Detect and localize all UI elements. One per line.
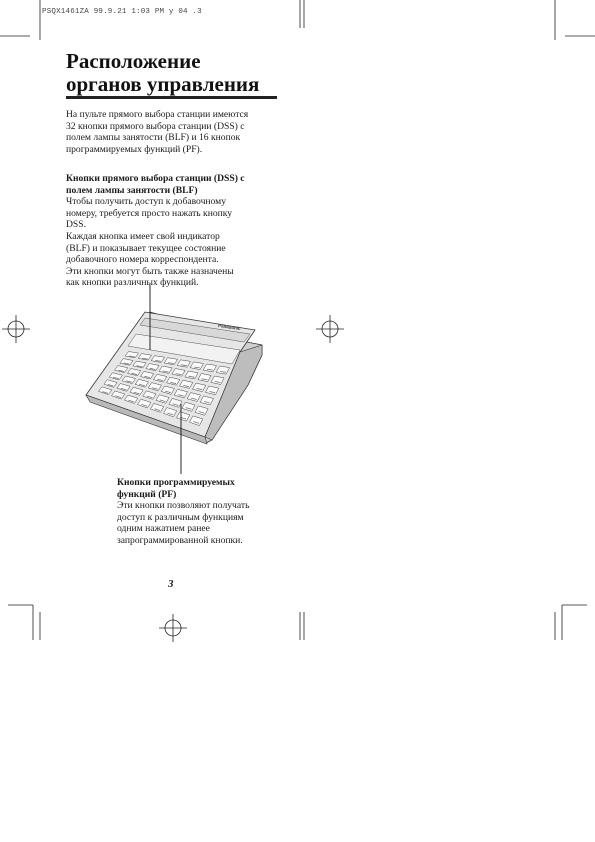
registration-mark-right (316, 315, 344, 343)
intro-line: программируемых функций (PF). (66, 143, 203, 155)
dss-title-line: Кнопки прямого выбора станции (DSS) с (66, 173, 245, 184)
dss-console-illustration (86, 312, 262, 444)
page-number: 3 (168, 578, 174, 590)
page-title-line-2: органов управления (66, 72, 260, 96)
crop-marks-bottom (8, 605, 587, 640)
dss-body-line: DSS. (66, 219, 86, 231)
device-brand-label: Panasonic (217, 323, 241, 332)
pf-section (117, 477, 307, 547)
dss-body-line: Чтобы получить доступ к добавочному (66, 196, 227, 208)
registration-mark-bottom (159, 614, 187, 642)
intro-line: полем лампы занятости (BLF) и 16 кнопок (66, 132, 241, 144)
page-title-line-1: Расположение (66, 49, 201, 73)
print-header: PSQX1461ZA 99.9.21 1:03 PM у 04 .3 (42, 8, 202, 16)
dss-body-line: как кнопки различных функций. (66, 277, 199, 289)
pf-body-line: Эти кнопки позволяют получать (117, 500, 250, 512)
pf-section-title (117, 477, 307, 500)
pf-title-line: функций (PF) (117, 488, 177, 500)
intro-line: На пульте прямого выбора станции имеются (66, 109, 249, 120)
pf-body-line: одним нажатием ранее (117, 523, 210, 535)
intro-line: 32 кнопки прямого выбора станции (DSS) с (66, 120, 245, 132)
dss-body-line: (BLF) и показывает текущее состояние (66, 242, 226, 254)
registration-mark-left (2, 315, 30, 343)
pf-body-line: запрограммированной кнопки. (117, 534, 243, 546)
pf-body-line: доступ к различным функциям (117, 511, 244, 523)
pf-title-line: Кнопки программируемых (117, 477, 235, 488)
dss-body-line: Эти кнопки могут быть также назначены (66, 265, 234, 277)
dss-body-line: Каждая кнопка имеет свой индикатор (66, 230, 220, 242)
dss-body-line: номеру, требуется просто нажать кнопку (66, 207, 233, 219)
dss-body-line: добавочного номера корреспондента. (66, 254, 219, 266)
dss-title-line: полем лампы занятости (BLF) (66, 184, 198, 196)
pf-section-body (117, 500, 307, 546)
crop-marks-top (0, 0, 595, 40)
